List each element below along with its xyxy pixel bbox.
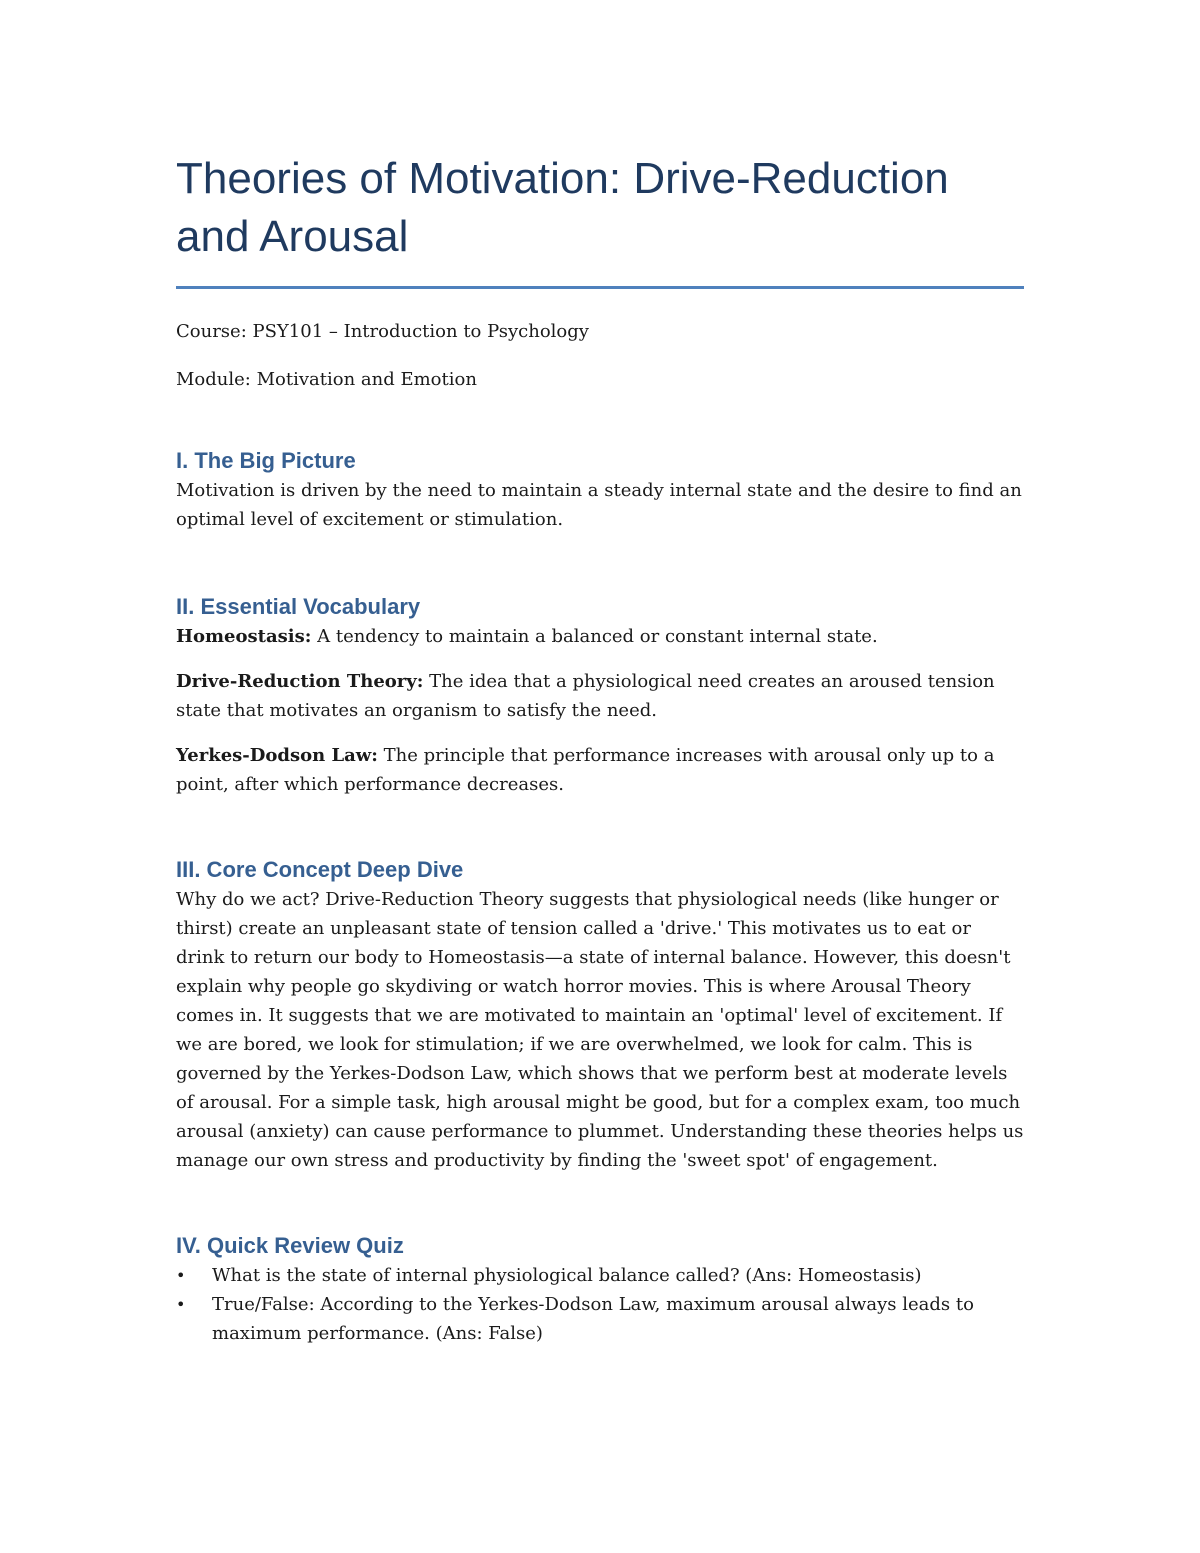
bullet-icon: • — [176, 1295, 186, 1314]
section-heading-big-picture: I. The Big Picture — [176, 448, 356, 473]
quiz-item — [176, 1290, 1024, 1348]
module-line: Module: Motivation and Emotion — [176, 369, 477, 390]
document-title: Theories of Motivation: Drive-Reduction and Arousal — [176, 154, 949, 261]
vocab-term: Homeostasis: — [176, 626, 312, 647]
quiz-list — [176, 1261, 1024, 1348]
section-heading-quiz: IV. Quick Review Quiz — [176, 1233, 404, 1258]
big-picture-text: Motivation is driven by the need to maintain a steady internal state and the desire to find an optimal level of excitement or stimulation. — [176, 480, 1022, 530]
vocab-definition: The principle that performance increases with arousal only up to a point, after which performance decreases. — [176, 745, 995, 795]
title-underline-divider — [176, 286, 1024, 289]
vocab-definition: A tendency to maintain a balanced or constant internal state. — [311, 626, 878, 647]
deep-dive-text: Why do we act? Drive-Reduction Theory suggests that physiological needs (like hunger or thirst) create an unpleasant state of tension called a 'drive.' This motivates us to eat or drink to return our body to Homeostasis—a state of internal balance. However, this doesn't explain why people go skydiving or watch horror movies. This is where Arousal Theory comes in. It suggests that we are motivated to maintain an 'optimal' level of excitement. If we are bored, we look for stimulation; if we are overwhelmed, we look for calm. This is governed by the Yerkes-Dodson Law, which shows that we perform best at moderate levels of arousal. For a simple task, high arousal might be good, but for a complex exam, too much arousal (anxiety) can cause performance to plummet. Understanding these theories helps us manage our own stress and productivity by finding the 'sweet spot' of engagement. — [176, 889, 1024, 1171]
course-line: Course: PSY101 – Introduction to Psychology — [176, 321, 589, 342]
document-page — [176, 150, 1024, 1348]
bullet-icon: • — [176, 1266, 186, 1285]
vocab-definition: The idea that a physiological need creates an aroused tension state that motivates an organism to satisfy the need. — [176, 671, 995, 721]
vocab-entry-drive-reduction — [176, 667, 1024, 725]
vocab-term: Yerkes-Dodson Law: — [176, 745, 378, 766]
quiz-question: True/False: According to the Yerkes-Dodson Law, maximum arousal always leads to maximum performance. (Ans: False) — [212, 1294, 974, 1344]
quiz-item — [176, 1261, 1024, 1290]
quiz-question: What is the state of internal physiological balance called? (Ans: Homeostasis) — [212, 1265, 922, 1286]
vocab-entry-yerkes-dodson — [176, 741, 1024, 799]
vocab-entry-homeostasis — [176, 622, 1024, 651]
vocab-term: Drive-Reduction Theory: — [176, 671, 424, 692]
section-heading-vocabulary: II. Essential Vocabulary — [176, 594, 421, 619]
section-heading-deep-dive: III. Core Concept Deep Dive — [176, 857, 464, 882]
